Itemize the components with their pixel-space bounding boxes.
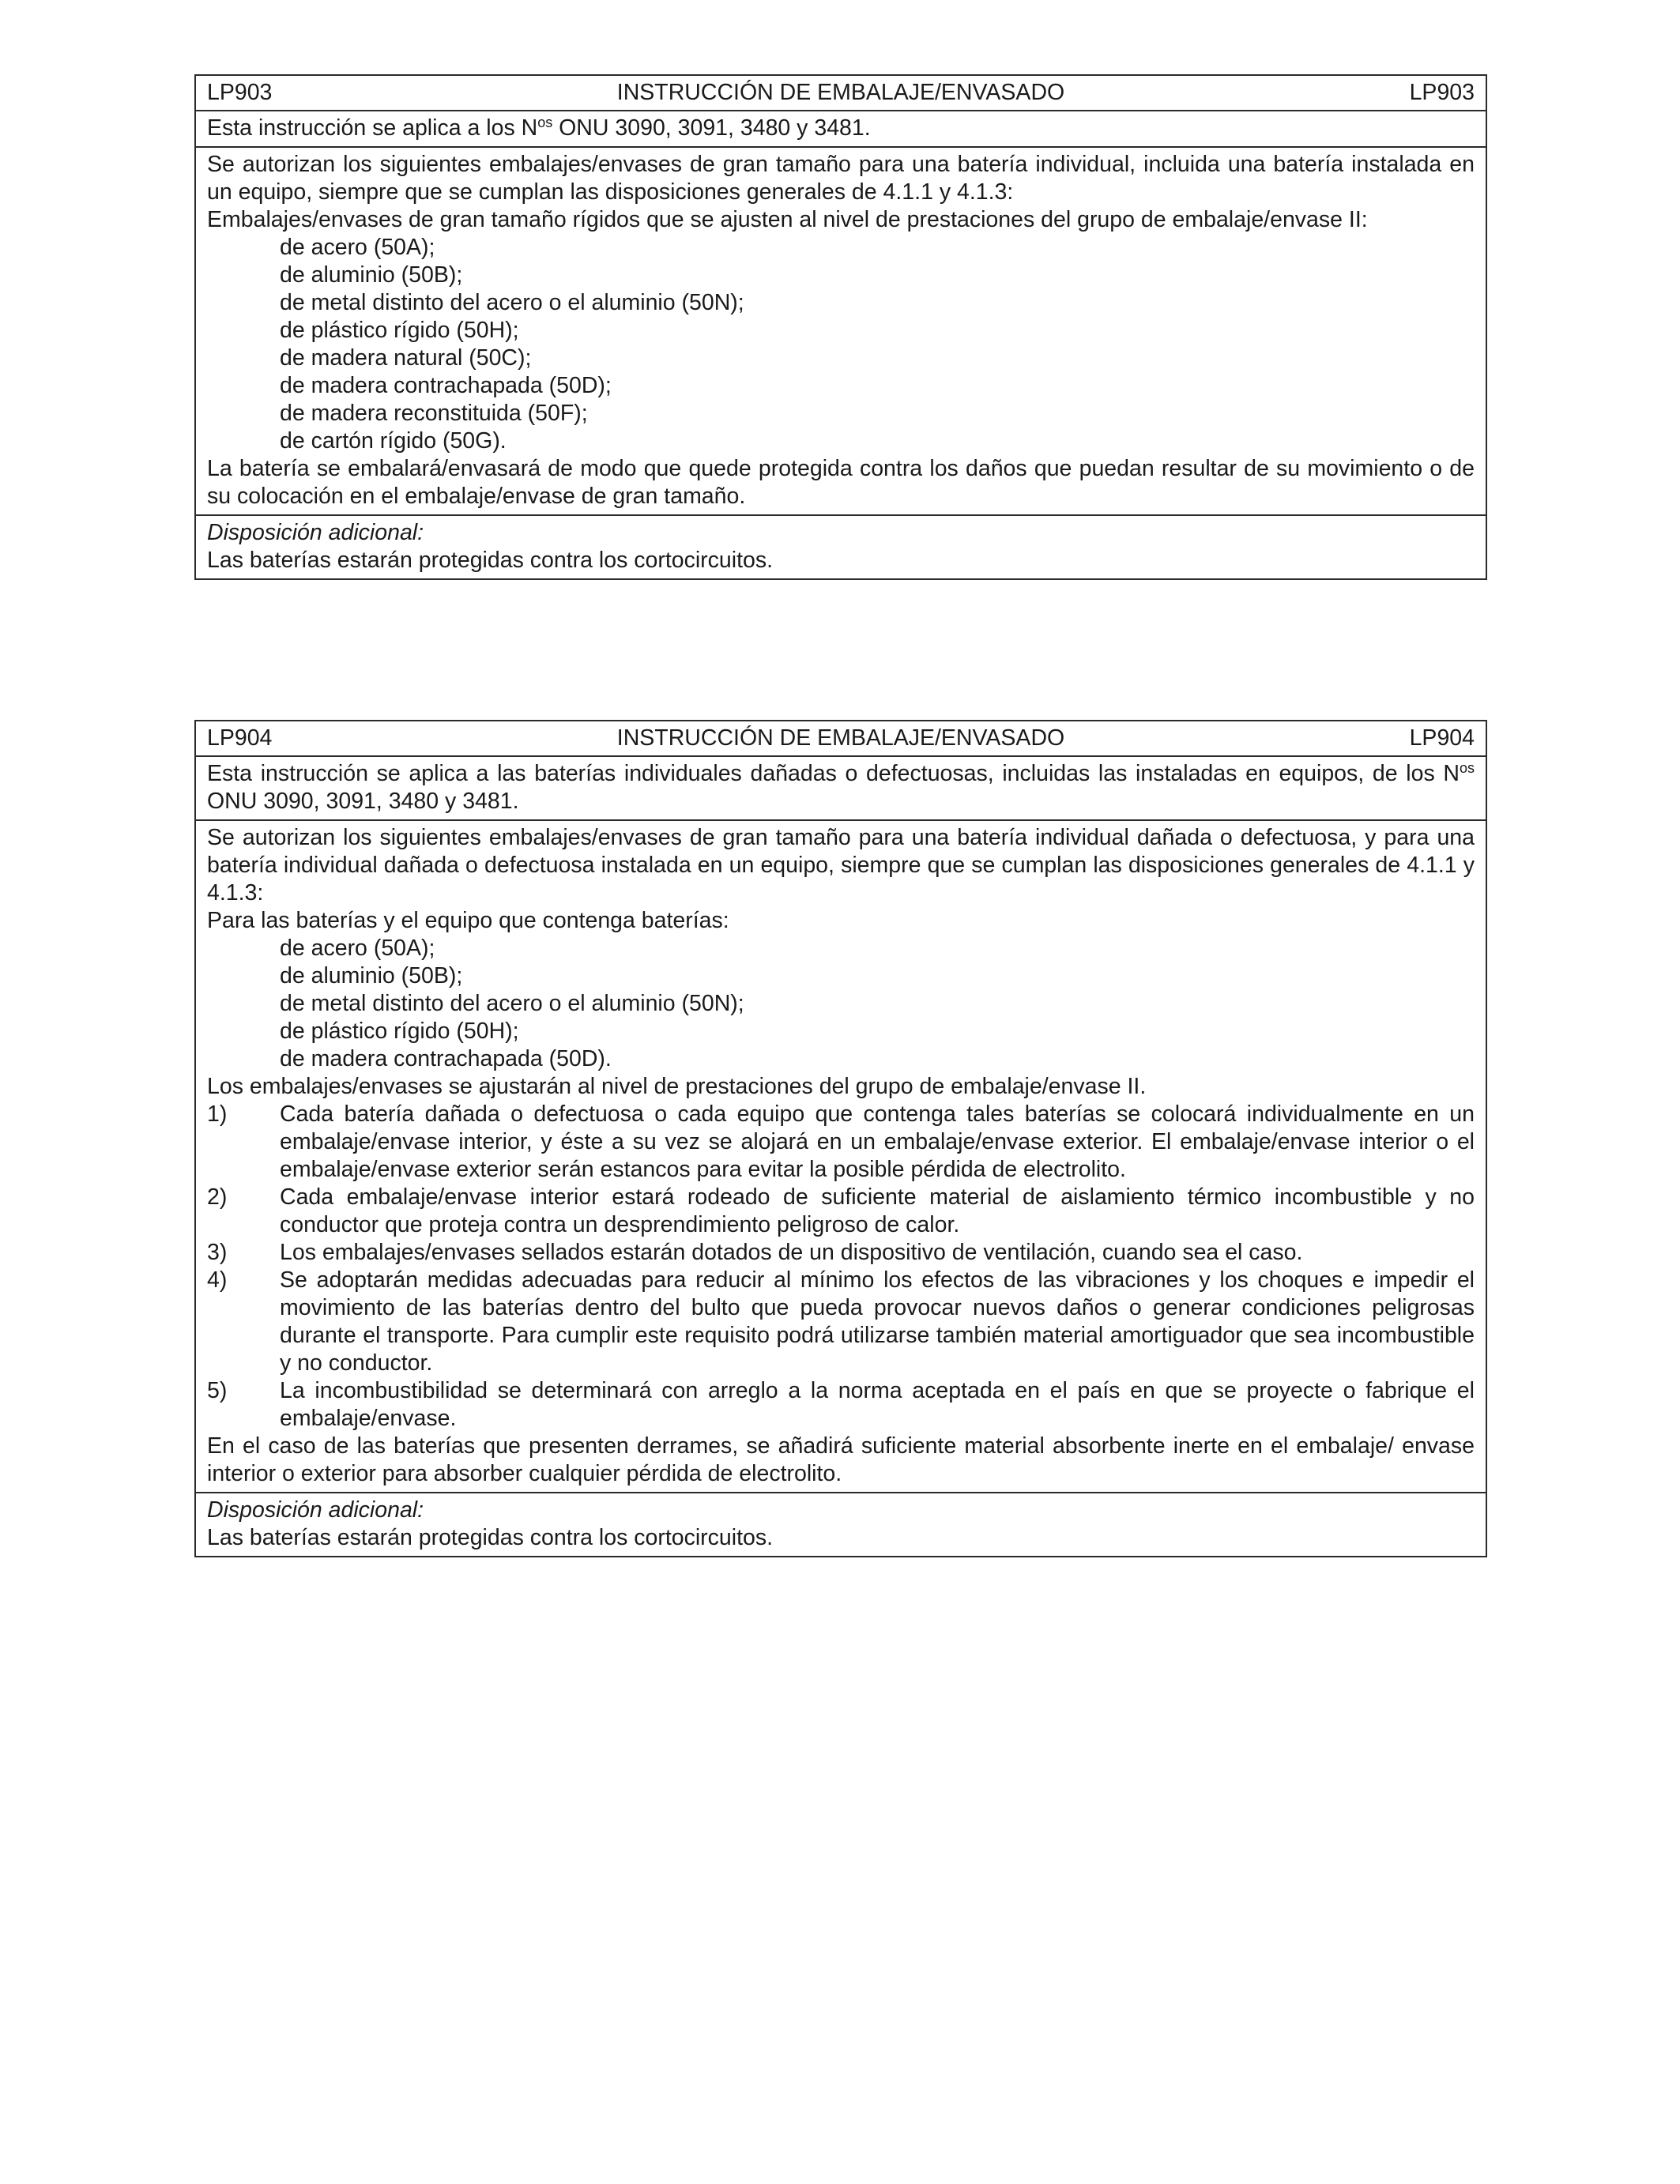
scope-section bbox=[196, 757, 1486, 821]
numbered-item bbox=[207, 1239, 1475, 1267]
closing-text: En el caso de las baterías que presenten derrames, se añadirá suficiente material absorbente inerte en el embalaje/ envase interior o exterior para absorber cualquier pérdida de electrolito. bbox=[207, 1433, 1475, 1486]
item-number: 1) bbox=[207, 1101, 228, 1127]
item-text: Se adoptarán medidas adecuadas para reducir al mínimo los efectos de las vibraciones y los choques e impedir el movimiento de las baterías dentro del bulto que pueda provocar nuevos daños o generar condiciones peligrosas durante el transporte. Para cumplir este requisito podrá utilizarse también material amortiguador que sea incombustible y no conductor. bbox=[280, 1267, 1475, 1376]
numbered-item bbox=[207, 1184, 1475, 1239]
lead-text: Para las baterías y el equipo que contenga baterías: bbox=[207, 908, 729, 933]
closing-text: La batería se embalará/envasará de modo que quede protegida contra los daños que puedan resultar de su movimiento o de su colocación en el embalaje/envase de gran tamaño. bbox=[207, 456, 1475, 509]
list-item: de aluminio (50B); bbox=[280, 262, 463, 288]
list-item: de madera contrachapada (50D); bbox=[280, 373, 612, 398]
item-text: Los embalajes/envases sellados estarán dotados de un dispositivo de ventilación, cuando sea el caso. bbox=[280, 1240, 1303, 1265]
item-text: Cada batería dañada o defectuosa o cada equipo que contenga tales baterías se colocará individualmente en un embalaje/envase interior, y éste a su vez se alojará en un embalaje/envase exterior. El embalaje/envase interior o el embalaje/envase exterior serán estancos para evitar la posible pérdida de electrolito. bbox=[280, 1101, 1475, 1182]
list-item: de cartón rígido (50G). bbox=[280, 428, 507, 454]
list-item: de plástico rígido (50H); bbox=[280, 318, 519, 343]
additional-provision-section bbox=[196, 1493, 1486, 1556]
instruction-title: INSTRUCCIÓN DE EMBALAJE/ENVASADO bbox=[616, 725, 1065, 751]
list-item: de metal distinto del acero o el aluminio (50N); bbox=[280, 991, 744, 1016]
item-number: 2) bbox=[207, 1184, 228, 1210]
item-text: La incombustibilidad se determinará con arreglo a la norma aceptada en el país en que se proyecte o fabrique el embalaje/envase. bbox=[280, 1378, 1475, 1431]
additional-provision-label: Disposición adicional: bbox=[207, 520, 424, 545]
list-item: de acero (50A); bbox=[280, 235, 435, 260]
scope-section bbox=[196, 111, 1486, 148]
code-right: LP903 bbox=[1409, 80, 1475, 105]
additional-provision-section bbox=[196, 516, 1486, 578]
item-number: 4) bbox=[207, 1267, 228, 1293]
list-item: de madera reconstituida (50F); bbox=[280, 401, 588, 426]
numbered-item bbox=[207, 1267, 1475, 1377]
list-item: de aluminio (50B); bbox=[280, 963, 463, 988]
numbered-item bbox=[207, 1101, 1475, 1184]
packing-instruction-lp903 bbox=[194, 74, 1487, 580]
performance-level-text: Los embalajes/envases se ajustarán al nivel de prestaciones del grupo de embalaje/envase II. bbox=[207, 1074, 1147, 1099]
item-number: 3) bbox=[207, 1240, 228, 1265]
additional-provision-label: Disposición adicional: bbox=[207, 1497, 424, 1523]
list-item: de plástico rígido (50H); bbox=[280, 1019, 519, 1044]
packing-instruction-lp904 bbox=[194, 720, 1487, 1557]
additional-provision-text: Las baterías estarán protegidas contra los cortocircuitos. bbox=[207, 1525, 774, 1550]
item-number: 5) bbox=[207, 1378, 228, 1403]
item-text: Cada embalaje/envase interior estará rodeado de suficiente material de aislamiento térmico incombustible y no conductor que proteja contra un desprendimiento peligroso de calor. bbox=[280, 1184, 1475, 1237]
lead-text: Embalajes/envases de gran tamaño rígidos que se ajusten al nivel de prestaciones del grupo de embalaje/envase II: bbox=[207, 207, 1368, 232]
instruction-header bbox=[196, 721, 1486, 757]
instruction-title: INSTRUCCIÓN DE EMBALAJE/ENVASADO bbox=[616, 80, 1065, 105]
intro-text: Se autorizan los siguientes embalajes/envases de gran tamaño para una batería individual, incluida una batería instalada en un equipo, siempre que se cumplan las disposiciones generales de 4.1.1 y 4.1.3: bbox=[207, 152, 1475, 205]
list-item: de acero (50A); bbox=[280, 936, 435, 961]
list-item: de madera natural (50C); bbox=[280, 345, 532, 371]
scope-text: Esta instrucción se aplica a las baterías individuales dañadas o defectuosas, incluidas las instaladas en equipos, de los $N^{os}$ ONU 3090, 3091, 3480 y 3481. bbox=[207, 760, 1475, 814]
scope-text: Esta instrucción se aplica a los $N^{os}$ ONU 3090, 3091, 3480 y 3481. bbox=[207, 115, 871, 141]
list-item: de madera contrachapada (50D). bbox=[280, 1046, 612, 1071]
code-left: LP904 bbox=[207, 725, 273, 751]
numbered-item bbox=[207, 1377, 1475, 1433]
code-left: LP903 bbox=[207, 80, 273, 105]
instruction-header bbox=[196, 76, 1486, 111]
authorized-packagings-section bbox=[196, 148, 1486, 516]
additional-provision-text: Las baterías estarán protegidas contra los cortocircuitos. bbox=[207, 548, 774, 573]
code-right: LP904 bbox=[1409, 725, 1475, 751]
intro-text: Se autorizan los siguientes embalajes/envases de gran tamaño para una batería individual dañada o defectuosa, y para una batería individual dañada o defectuosa instalada en un equipo, siempre que se cumplan las disposiciones generales de 4.1.1 y 4.1.3: bbox=[207, 825, 1475, 906]
list-item: de metal distinto del acero o el aluminio (50N); bbox=[280, 290, 744, 315]
authorized-packagings-section bbox=[196, 821, 1486, 1493]
